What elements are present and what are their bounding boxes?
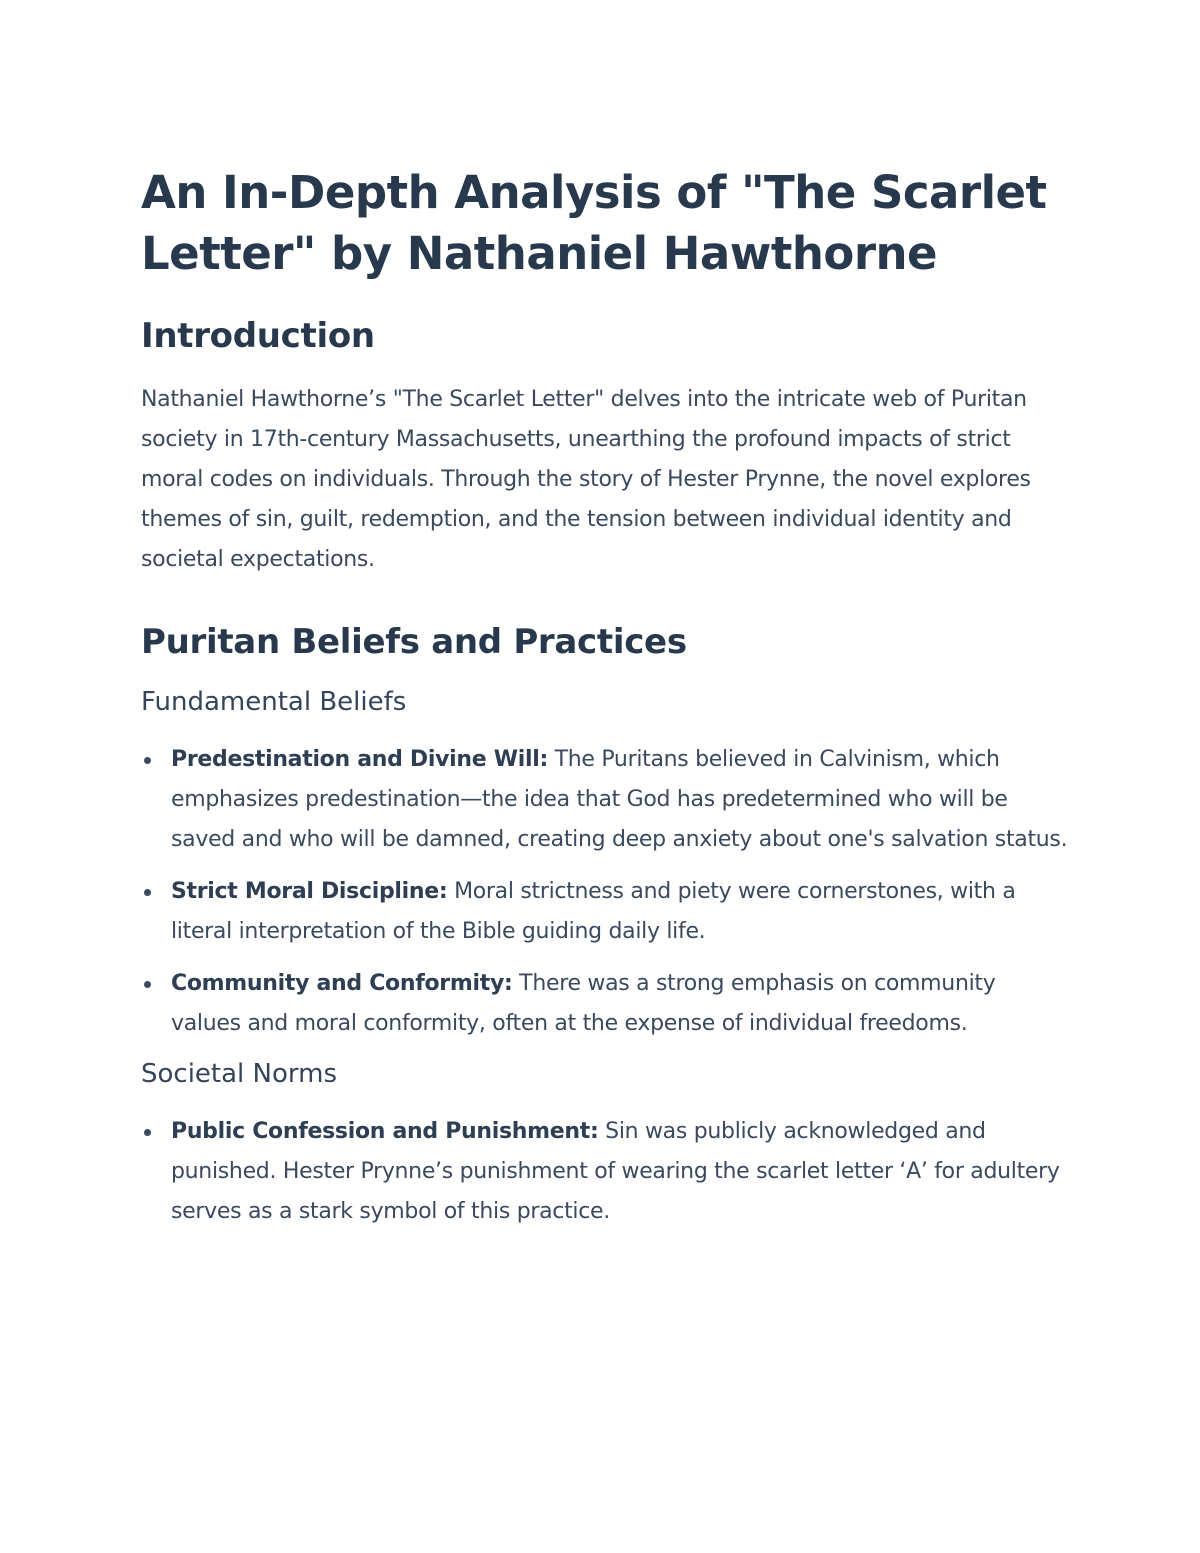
bullet-icon — [144, 1129, 151, 1136]
document-title: An In-Depth Analysis of "The Scarlet Letter" by Nathaniel Hawthorne — [141, 166, 1047, 280]
bullet-icon — [144, 889, 151, 896]
list-item — [141, 872, 1071, 952]
list-item-term: Public Confession and Punishment: — [171, 1119, 599, 1144]
list-item-text: Moral strictness and piety were cornerstones, with a literal interpretation of the Bible guiding daily life. — [171, 879, 1016, 944]
subsection-heading-fundamental-beliefs: Fundamental Beliefs — [141, 687, 407, 717]
document-page — [141, 162, 1071, 1244]
list-item-text: The Puritans believed in Calvinism, which emphasizes predestination—the idea that God has predetermined who will be saved and who will be damned, creating deep anxiety about one's salvation status. — [171, 747, 1068, 852]
fundamental-beliefs-list — [141, 740, 1071, 1044]
list-item-text: Sin was publicly acknowledged and punished. Hester Prynne’s punishment of wearing the scarlet letter ‘A’ for adultery serves as a stark symbol of this practice. — [171, 1119, 1060, 1224]
introduction-paragraph: Nathaniel Hawthorne’s "The Scarlet Letter" delves into the intricate web of Puritan society in 17th-century Massachusetts, unearthing the profound impacts of strict moral codes on individuals. Through the story of Hester Prynne, the novel explores themes of sin, guilt, redemption, and the tension between individual identity and societal expectations. — [141, 387, 1031, 572]
section-heading-puritan-beliefs: Puritan Beliefs and Practices — [141, 622, 687, 662]
list-item — [141, 1112, 1071, 1232]
list-item-term: Predestination and Divine Will: — [171, 747, 548, 772]
subsection-heading-societal-norms: Societal Norms — [141, 1059, 338, 1089]
bullet-icon — [144, 757, 151, 764]
societal-norms-list — [141, 1112, 1071, 1232]
list-item — [141, 964, 1071, 1044]
list-item-term: Strict Moral Discipline: — [171, 879, 448, 904]
list-item-term: Community and Conformity: — [171, 971, 513, 996]
list-item-text: There was a strong emphasis on community values and moral conformity, often at the expense of individual freedoms. — [171, 971, 996, 1036]
bullet-icon — [144, 981, 151, 988]
list-item — [141, 740, 1071, 860]
section-heading-introduction: Introduction — [141, 316, 375, 356]
